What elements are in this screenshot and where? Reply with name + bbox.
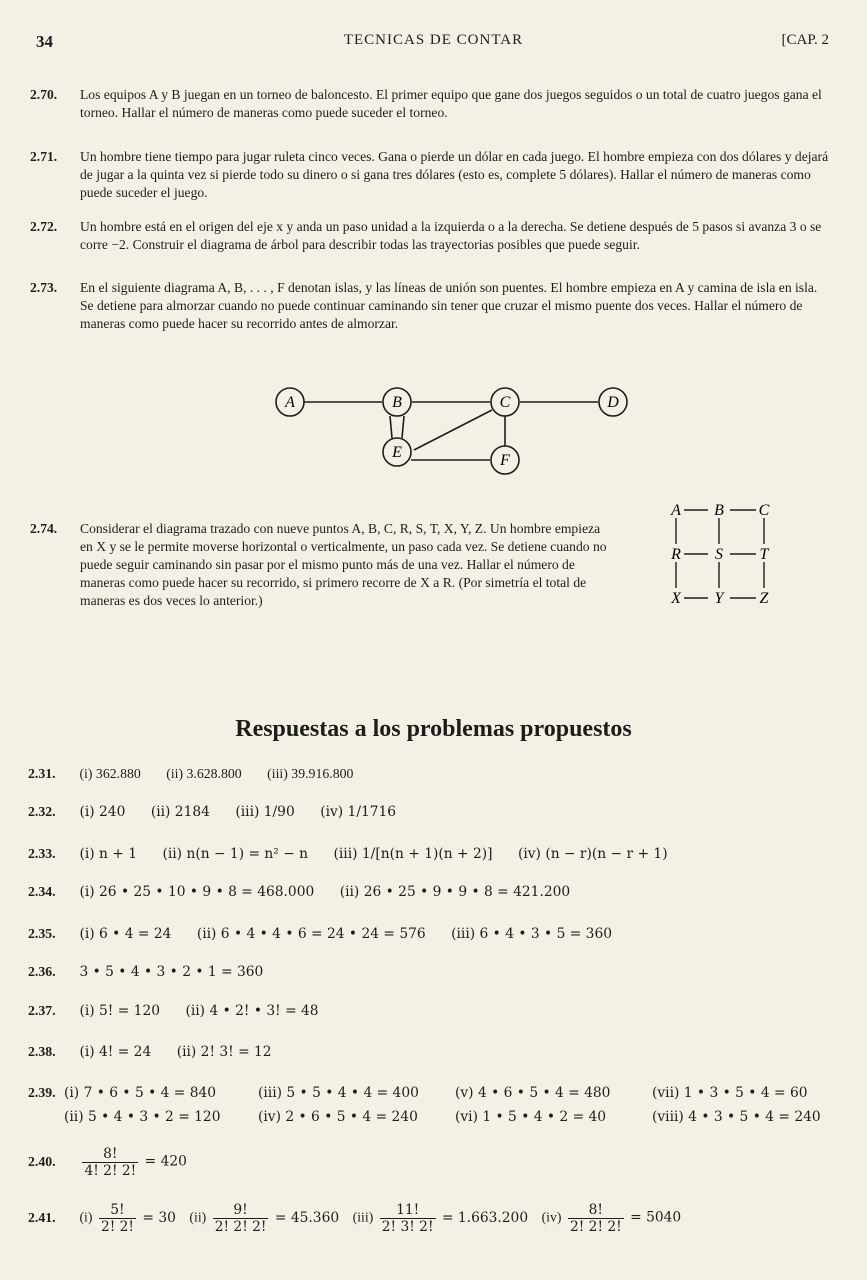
part-label: (ii)	[189, 1209, 207, 1225]
answer-2-35	[28, 926, 634, 942]
problem-text: Considerar el diagrama trazado con nueve puntos A, B, C, R, S, T, X, Y, Z. Un hombre empieza en X y se le permite moverse horizontal o verticalmente, un paso cada vez. Se detiene cuando no puede seguir caminando sin pasar por el mismo punto más de una vez. Hallar el número de maneras como puede hacer su recorrido, si primero recorre de X a R. (Por simetría el total de maneras es dos veces lo anterior.)	[80, 521, 607, 608]
answer-2-40	[28, 1146, 187, 1179]
answer-2-41	[28, 1202, 681, 1235]
answer-part: (iii) 39.916.800	[267, 766, 354, 781]
part-label: (iii)	[352, 1209, 374, 1225]
problem-2-73	[30, 279, 830, 333]
chapter-label: [CAP. 2	[781, 32, 829, 48]
answer-2-37	[28, 1003, 341, 1019]
fraction-denominator: 2! 2! 2!	[569, 1219, 622, 1235]
island-b-label: B	[392, 394, 402, 411]
answer-2-34	[28, 884, 592, 900]
answer-part: (ii) 6 • 4 • 4 • 6 = 24 • 24 = 576	[196, 926, 426, 942]
fraction	[213, 1202, 269, 1235]
answer-part: (ii) 26 • 25 • 9 • 9 • 8 = 421.200	[339, 884, 571, 900]
answer-2-39-viii: (viii) 4 • 3 • 5 • 4 = 240	[652, 1109, 821, 1125]
problem-number: 2.74.	[30, 521, 58, 536]
grid-point-c: C	[758, 502, 770, 519]
answer-number: 2.37.	[28, 1003, 56, 1018]
answer-part: 3 • 5 • 4 • 3 • 2 • 1 = 360	[79, 964, 264, 980]
island-a	[276, 388, 304, 416]
fraction-numerator: 5!	[99, 1202, 136, 1219]
bridge-b-e-1	[390, 416, 392, 438]
answer-2-39-v: (v) 4 • 6 • 5 • 4 = 480	[455, 1085, 611, 1101]
answer-part: (ii) n(n − 1) = n² − n	[162, 846, 309, 862]
problem-2-71	[30, 148, 830, 202]
answer-number: 2.34.	[28, 884, 56, 899]
problem-number: 2.73.	[30, 280, 58, 295]
fraction-denominator: 2! 2!	[100, 1219, 134, 1235]
part-label: (i)	[79, 1209, 93, 1225]
answer-2-38	[28, 1044, 294, 1060]
fraction	[82, 1146, 138, 1179]
answer-2-39-vi: (vi) 1 • 5 • 4 • 2 = 40	[455, 1109, 607, 1125]
problem-text: Un hombre tiene tiempo para jugar ruleta cinco veces. Gana o pierde un dólar en cada juego. El hombre empieza con dos dólares y dejará de jugar a la quinta vez si pierde todo su dinero o si gana tres dólares (esto es, complete 5 dólares). Hallar el número de maneras como puede suceder el juego.	[80, 149, 829, 200]
island-f-label: F	[500, 452, 510, 469]
answer-part: (ii) 4 • 2! • 3! = 48	[185, 1003, 319, 1019]
answer-2-31	[28, 766, 375, 782]
answer-result: = 5040	[630, 1209, 682, 1226]
problem-number: 2.72.	[30, 219, 58, 234]
answer-number: 2.40.	[28, 1153, 56, 1169]
grid-point-z: Z	[759, 590, 769, 607]
answer-2-39-vii: (vii) 1 • 3 • 5 • 4 = 60	[652, 1085, 808, 1101]
page-header-title: TECNICAS DE CONTAR	[343, 32, 524, 48]
bridge-b-e-2	[402, 416, 404, 438]
problem-text: Los equipos A y B juegan en un torneo de baloncesto. El primer equipo que gane dos juegos seguidos o un total de cuatro juegos gana el torneo. Hallar el número de maneras como puede suceder el torneo.	[80, 87, 822, 120]
answer-part: (i) 240	[79, 804, 126, 820]
grid-point-b: B	[714, 502, 724, 519]
fraction-numerator: 8!	[82, 1146, 138, 1163]
answer-result: = 420	[144, 1153, 187, 1170]
part-label: (iv)	[541, 1209, 562, 1225]
island-c	[491, 388, 519, 416]
grid-point-x: X	[671, 590, 681, 607]
problem-2-74	[30, 520, 610, 610]
page-number: 34	[36, 32, 53, 51]
island-a-label: A	[285, 394, 295, 411]
answer-part: (ii) 3.628.800	[166, 766, 242, 781]
answer-part: (i) 6 • 4 = 24	[79, 926, 172, 942]
answer-part: (i) 26 • 25 • 10 • 9 • 8 = 468.000	[79, 884, 315, 900]
bridge-lines	[304, 402, 598, 460]
answer-2-33	[28, 846, 690, 862]
island-b	[383, 388, 411, 416]
grid-diagram	[660, 498, 780, 610]
fraction-denominator: 4! 2! 2!	[84, 1163, 137, 1179]
fraction-numerator: 8!	[568, 1202, 624, 1219]
answer-result: = 45.360	[274, 1209, 340, 1226]
answers-heading: Respuestas a los problemas propuestos	[235, 716, 632, 742]
problem-2-70	[30, 86, 830, 122]
grid-point-t: T	[759, 546, 769, 563]
answer-2-36	[28, 964, 285, 980]
problem-text: Un hombre está en el origen del eje x y anda un paso unidad a la izquierda o a la derecha. Se detiene después de 5 pasos si avanza 3 o se corre −2. Construir el diagrama de árbol para describir todas las trayectorias posibles que puede seguir.	[80, 219, 822, 252]
grid-point-r: R	[671, 546, 681, 563]
answer-part: (i) 362.880	[79, 766, 141, 781]
bridge-e-c	[414, 410, 492, 450]
grid-point-a: A	[671, 502, 681, 519]
grid-point-s: S	[715, 546, 723, 563]
answer-part: (ii) 2184	[150, 804, 210, 820]
island-e	[383, 438, 411, 466]
answer-number: 2.36.	[28, 964, 56, 979]
answer-2-39-i: (i) 7 • 6 • 5 • 4 = 840	[64, 1085, 217, 1101]
fraction-denominator: 2! 2! 2!	[214, 1219, 267, 1235]
fraction	[99, 1202, 136, 1235]
island-c-label: C	[499, 394, 511, 411]
fraction-numerator: 11!	[380, 1202, 436, 1219]
answer-2-39-ii: (ii) 5 • 4 • 3 • 2 = 120	[64, 1109, 221, 1125]
answer-2-39-iii: (iii) 5 • 5 • 4 • 4 = 400	[258, 1085, 419, 1101]
island-d-label: D	[607, 394, 619, 411]
answer-part: (i) 5! = 120	[79, 1003, 161, 1019]
answer-number: 2.38.	[28, 1044, 56, 1059]
answer-result: = 30	[142, 1209, 176, 1226]
answer-part: (iii) 6 • 4 • 3 • 5 = 360	[451, 926, 613, 942]
answer-part: (iv) (n − r)(n − r + 1)	[517, 846, 668, 862]
fraction	[568, 1202, 624, 1235]
problem-number: 2.71.	[30, 149, 58, 164]
grid-point-y: Y	[714, 590, 724, 607]
answer-2-39-iv: (iv) 2 • 6 • 5 • 4 = 240	[258, 1109, 418, 1125]
answer-part: (ii) 2! 3! = 12	[176, 1044, 272, 1060]
answer-part: (iii) 1/[n(n + 1)(n + 2)]	[333, 846, 493, 862]
answer-part: (i) 4! = 24	[79, 1044, 152, 1060]
answer-2-32	[28, 804, 418, 820]
problem-number: 2.70.	[30, 87, 58, 102]
answer-number: 2.31.	[28, 766, 56, 781]
fraction	[380, 1202, 436, 1235]
problem-2-72	[30, 218, 830, 254]
answer-number: 2.39.	[28, 1085, 56, 1100]
island-f	[491, 446, 519, 474]
island-e-label: E	[392, 444, 402, 461]
answer-number: 2.32.	[28, 804, 56, 819]
islands-diagram	[270, 386, 640, 496]
island-d	[599, 388, 627, 416]
answer-number: 2.33.	[28, 846, 56, 861]
answer-part: (i) n + 1	[79, 846, 138, 862]
answer-number: 2.35.	[28, 926, 56, 941]
answer-result: = 1.663.200	[441, 1209, 529, 1226]
fraction-denominator: 2! 3! 2!	[381, 1219, 434, 1235]
answer-part: (iii) 1/90	[235, 804, 295, 820]
problem-text: En el siguiente diagrama A, B, . . . , F denotan islas, y las líneas de unión son puentes. El hombre empieza en A y camina de isla en isla. Se detiene para almorzar cuando no puede continuar caminando sin tener que cruzar el mismo puente dos veces. Hallar el número de maneras como puede hacer su recorrido antes de almorzar.	[80, 280, 818, 331]
fraction-numerator: 9!	[213, 1202, 269, 1219]
answer-part: (iv) 1/1716	[320, 804, 397, 820]
answer-number: 2.41.	[28, 1209, 56, 1225]
